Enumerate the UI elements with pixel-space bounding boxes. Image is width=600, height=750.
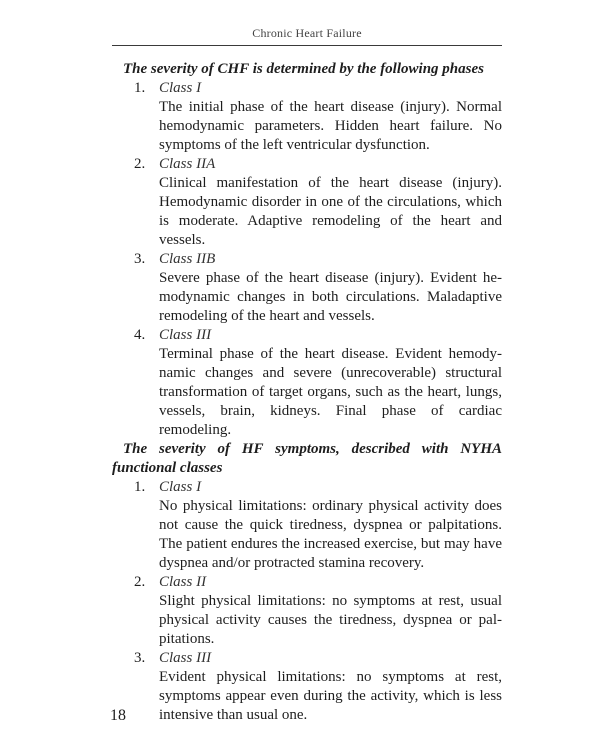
item-description: Evident physical limitations: no symptoms at rest, symptoms appear even during the activity, which is less intensive than usual one. bbox=[159, 669, 502, 723]
item-number: 4. bbox=[134, 327, 146, 343]
page-body bbox=[112, 60, 502, 725]
item-number: 1. bbox=[134, 80, 146, 96]
section-heading-chf-phases: The severity of CHF is determined by the following phases bbox=[123, 61, 484, 77]
header-rule bbox=[112, 45, 502, 46]
item-number: 3. bbox=[134, 650, 146, 666]
list-item bbox=[112, 478, 502, 573]
item-label: Class III bbox=[159, 327, 212, 343]
list-item bbox=[112, 573, 502, 649]
item-number: 3. bbox=[134, 251, 146, 267]
running-head: Chronic Heart Failure bbox=[252, 26, 362, 40]
chf-phase-list bbox=[112, 79, 502, 440]
section-heading-nyha-classes: The severity of HF symptoms, described with NYHA functional classes bbox=[112, 441, 502, 476]
item-description: No physical limitations: ordinary physical activity does not cause the quick tiredness, dyspnea or palpitations. The patient endures the increased exercise, but may have dyspnea and/or protracted stamina recovery. bbox=[159, 498, 502, 571]
item-label: Class III bbox=[159, 650, 212, 666]
nyha-class-list bbox=[112, 478, 502, 725]
list-item bbox=[112, 326, 502, 440]
list-item bbox=[112, 649, 502, 725]
item-number: 1. bbox=[134, 479, 146, 495]
list-item bbox=[112, 155, 502, 250]
item-description: The initial phase of the heart disease (injury). Normal hemodynamic parameters. Hidden heart failure. No symptoms of the left ventricular dysfunction. bbox=[159, 99, 502, 153]
item-label: Class IIB bbox=[159, 251, 216, 267]
item-description: Clinical manifestation of the heart disease (injury). Hemodynamic disorder in one of the circulations, which is moderate. Adaptive remodeling of the heart and vessels. bbox=[159, 175, 502, 248]
item-description: Slight physical limitations: no symptoms at rest, usual physical activity causes the tiredness, dyspnea or palpitations. bbox=[159, 593, 502, 647]
item-label: Class II bbox=[159, 574, 207, 590]
list-item bbox=[112, 250, 502, 326]
item-number: 2. bbox=[134, 156, 146, 172]
item-number: 2. bbox=[134, 574, 146, 590]
list-item bbox=[112, 79, 502, 155]
item-description: Terminal phase of the heart disease. Evident hemodynamic changes and severe (unrecoverable) structural transformation of target organs, such as the heart, lungs, vessels, brain, kidneys. Final phase of cardiac remodeling. bbox=[159, 346, 502, 438]
item-label: Class I bbox=[159, 80, 202, 96]
item-label: Class IIA bbox=[159, 156, 216, 172]
page-number: 18 bbox=[110, 707, 126, 724]
item-label: Class I bbox=[159, 479, 202, 495]
item-description: Severe phase of the heart disease (injury). Evident hemodynamic changes in both circulations. Maladaptive remodeling of the heart and vessels. bbox=[159, 270, 502, 324]
